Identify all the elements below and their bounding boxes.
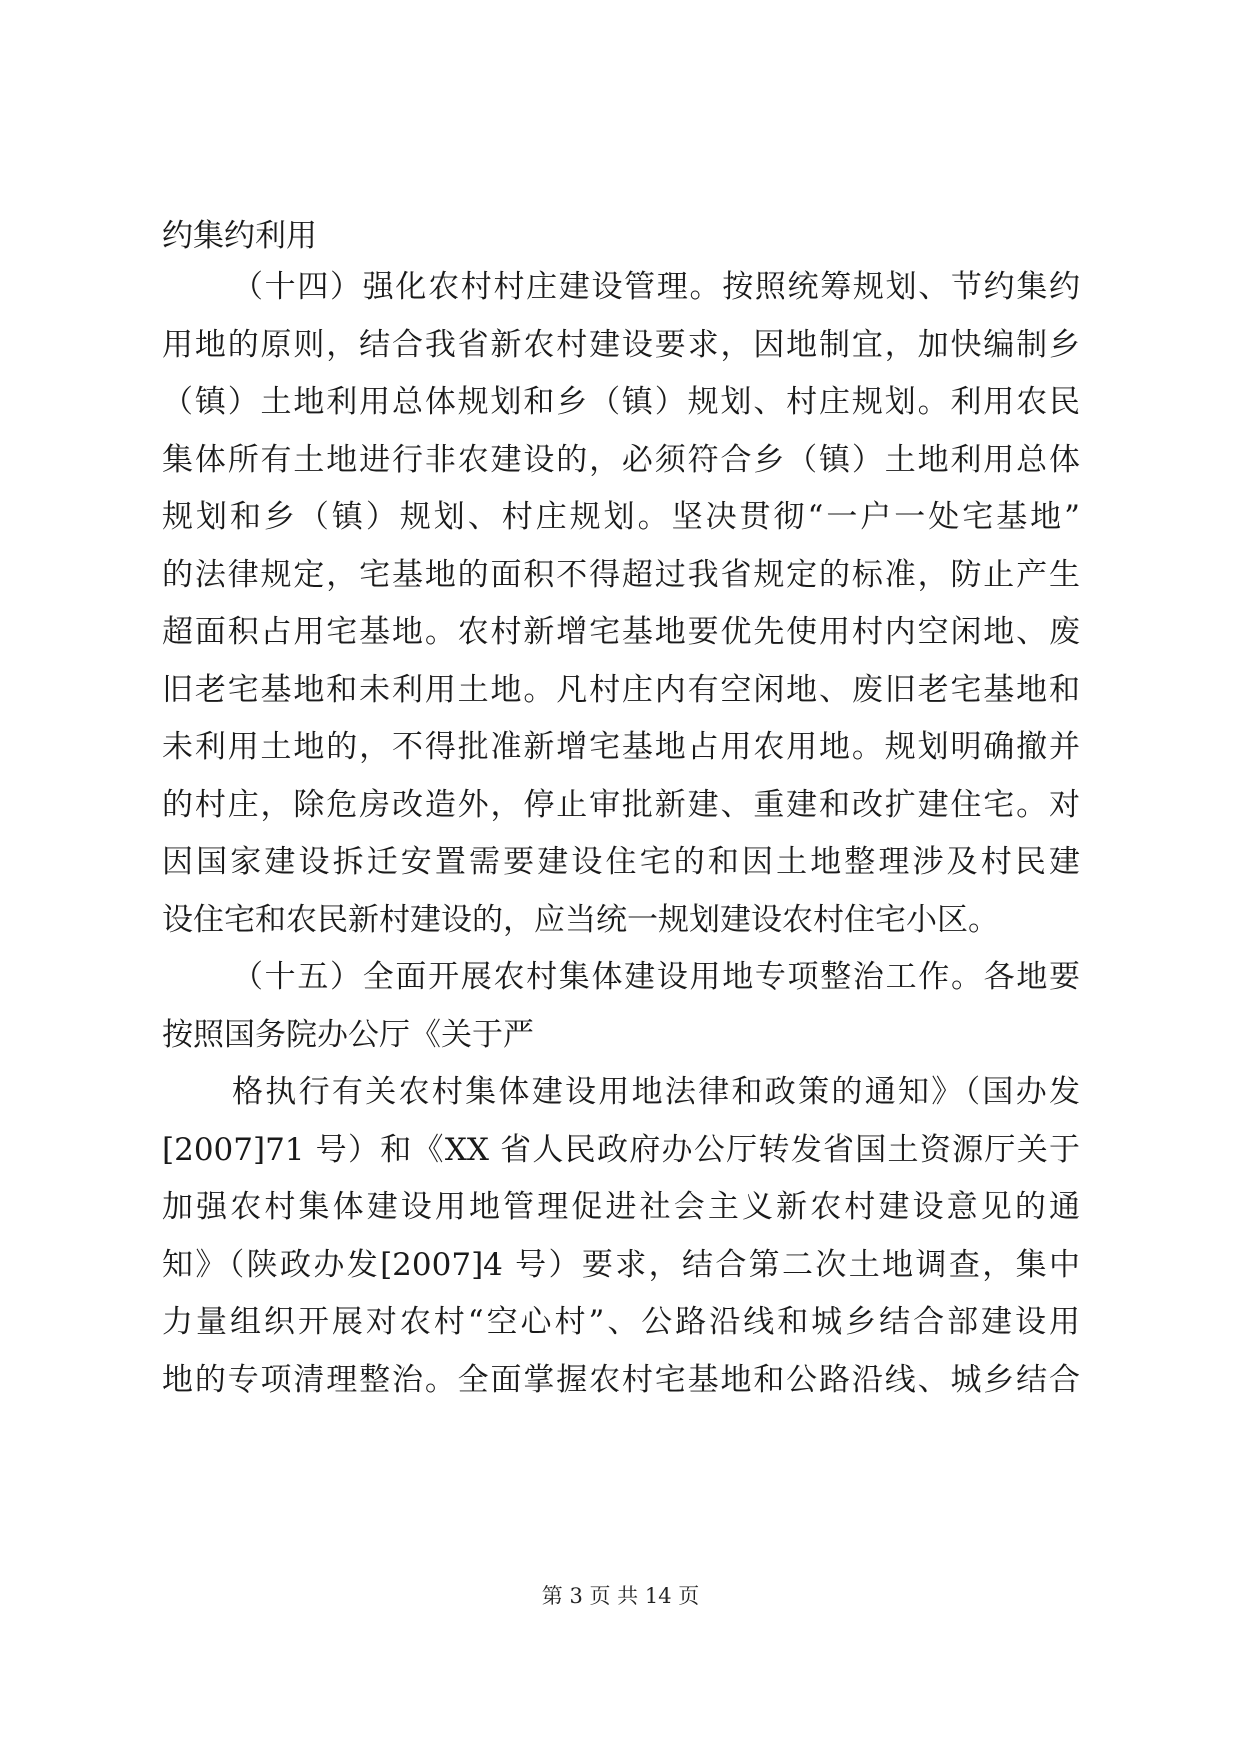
text-line: 地的专项清理整治。全面掌握农村宅基地和公路沿线、城乡结合 [162, 1362, 1080, 1398]
paragraph-continuation-start: 格执行有关农村集体建设用地法律和政策的通知》（国办发 [232, 1074, 1080, 1110]
text-line: 旧老宅基地和未利用土地。凡村庄内有空闲地、废旧老宅基地和 [162, 672, 1080, 708]
text-line: 设住宅和农民新村建设的，应当统一规划建设农村住宅小区。 [162, 902, 999, 938]
text-line: 按照国务院办公厅《关于严 [162, 1017, 534, 1053]
paragraph-15-start: （十五）全面开展农村集体建设用地专项整治工作。各地要 [232, 959, 1080, 995]
text-line: 规划和乡（镇）规划、村庄规划。坚决贯彻“一户一处宅基地” [162, 499, 1080, 535]
page-footer: 第 3 页 共 14 页 [541, 1584, 700, 1608]
text-line: 约集约利用 [162, 218, 317, 254]
text-line: 加强农村集体建设用地管理促进社会主义新农村建设意见的通 [162, 1189, 1080, 1225]
text-line: 力量组织开展对农村“空心村”、公路沿线和城乡结合部建设用 [162, 1304, 1080, 1340]
text-line: 因国家建设拆迁安置需要建设住宅的和因土地整理涉及村民建 [162, 844, 1080, 880]
text-line: 的法律规定，宅基地的面积不得超过我省规定的标准，防止产生 [162, 557, 1080, 593]
text-line: [2007]71 号）和《XX 省人民政府办公厅转发省国土资源厅关于 [162, 1132, 1080, 1168]
text-line: （镇）土地利用总体规划和乡（镇）规划、村庄规划。利用农民 [162, 384, 1080, 420]
text-line: 超面积占用宅基地。农村新增宅基地要优先使用村内空闲地、废 [162, 614, 1080, 650]
paragraph-14-start: （十四）强化农村村庄建设管理。按照统筹规划、节约集约 [232, 269, 1080, 305]
text-line: 的村庄，除危房改造外，停止审批新建、重建和改扩建住宅。对 [162, 787, 1080, 823]
text-line: 用地的原则，结合我省新农村建设要求，因地制宜，加快编制乡 [162, 327, 1080, 363]
text-line: 未利用土地的，不得批准新增宅基地占用农用地。规划明确撤并 [162, 729, 1080, 765]
text-line: 知》（陕政办发[2007]4 号）要求，结合第二次土地调查，集中 [162, 1247, 1080, 1283]
text-line: 集体所有土地进行非农建设的，必须符合乡（镇）土地利用总体 [162, 442, 1080, 478]
